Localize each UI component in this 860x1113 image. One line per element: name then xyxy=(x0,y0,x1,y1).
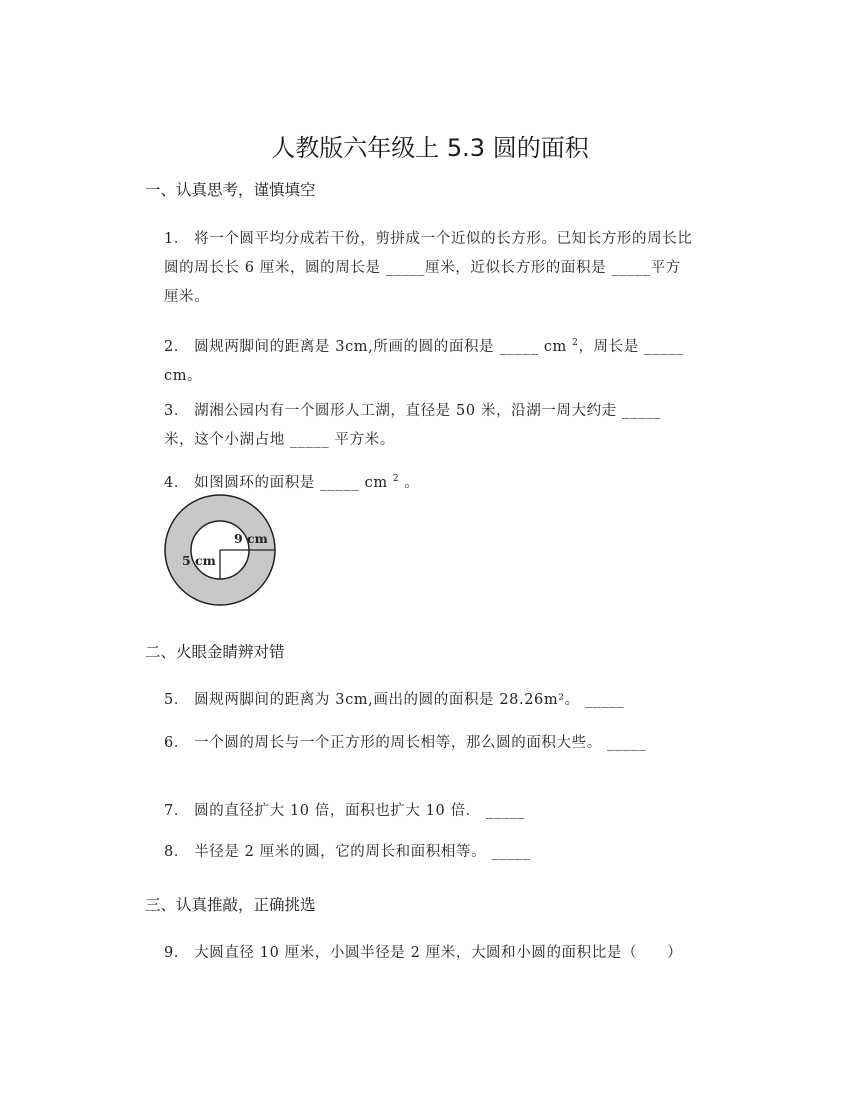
question-2 xyxy=(164,329,694,391)
outer-radius-label: 9 cm xyxy=(234,531,268,546)
question-6: 6． 一个圆的周长与一个正方形的周长相等，那么圆的面积大些。 _____ xyxy=(164,735,647,751)
question-4-text-a: 4． 如图圆环的面积是 _____ cm xyxy=(164,475,393,491)
section-heading-fill-in: 一、认真思考，谨慎填空 xyxy=(145,181,316,199)
page-title: 人教版六年级上 5.3 圆的面积 xyxy=(271,134,589,162)
question-2-superscript: 2 xyxy=(572,338,579,348)
question-4-superscript: 2 xyxy=(392,474,400,484)
section-heading-true-false: 二、火眼金睛辨对错 xyxy=(145,643,285,661)
question-5: 5． 圆规两脚间的距离为 3cm,画出的圆的面积是 28.26m²。 _____ xyxy=(164,692,625,708)
annulus-figure xyxy=(160,494,280,608)
inner-radius-label: 5 cm xyxy=(182,553,216,568)
question-3: 3． 湖湘公园内有一个圆形人工湖，直径是 50 米，沿湖一周大约走 _____ 米，这个小湖占地 _____ 平方米。 xyxy=(164,403,662,448)
section-heading-multiple-choice: 三、认真推敲，正确挑选 xyxy=(145,896,316,914)
question-2-text-b: ，周长是 _____ cm。 xyxy=(164,339,684,384)
question-8: 8． 半径是 2 厘米的圆，它的周长和面积相等。 _____ xyxy=(164,844,531,860)
question-2-text-a: 2． 圆规两脚间的距离是 3cm,所画的圆的面积是 _____ cm xyxy=(164,339,573,355)
question-4-text-b: 。 xyxy=(399,475,420,491)
question-9: 9． 大圆直径 10 厘米，小圆半径是 2 厘米，大圆和小圆的面积比是（ ） xyxy=(164,945,683,961)
question-1: 1． 将一个圆平均分成若干份，剪拼成一个近似的长方形。已知长方形的周长比圆的周长长 6 厘米，圆的周长是 _____厘米，近似长方形的面积是 _____平方厘米。 xyxy=(164,231,693,305)
question-7: 7． 圆的直径扩大 10 倍，面积也扩大 10 倍． _____ xyxy=(164,803,526,819)
